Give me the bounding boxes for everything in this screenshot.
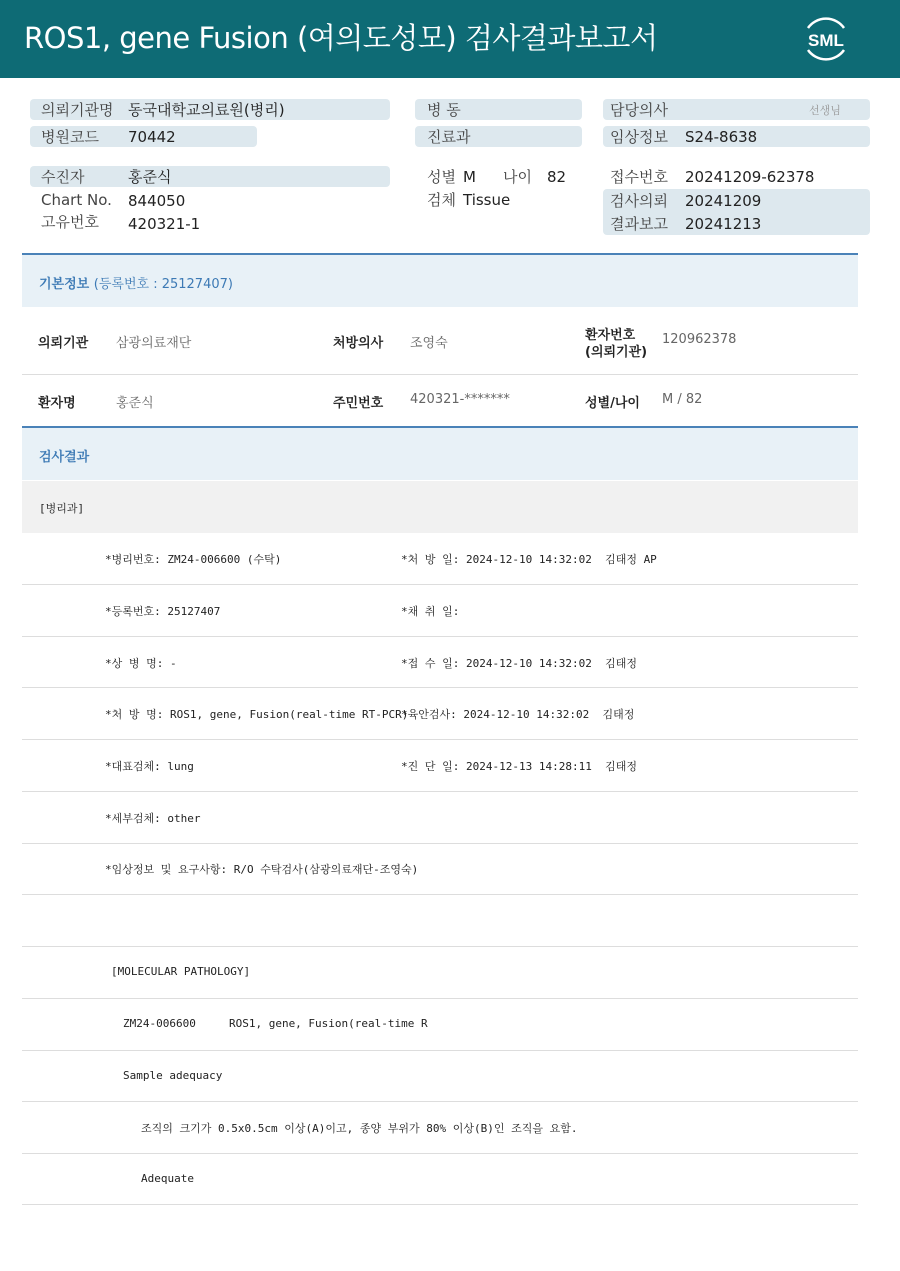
rrn-value: 420321-******* (410, 392, 510, 407)
representative-specimen: *대표검체: lung (105, 760, 194, 773)
requesting-org-label: 의뢰기관명 (41, 101, 114, 119)
molecular-pathology-header: [MOLECULAR PATHOLOGY] (111, 965, 251, 978)
age-value: 82 (547, 168, 567, 186)
divider (22, 584, 858, 585)
collection-date: *채 취 일: (401, 605, 460, 618)
ward-label: 병 동 (427, 101, 461, 119)
prescription-date: *처 방 일: 2024-12-10 14:32:02 김태정 AP (401, 553, 657, 566)
sml-logo (798, 12, 854, 66)
divider (22, 374, 858, 375)
age-label: 나이 (503, 168, 532, 186)
request-label: 검사의뢰 (610, 192, 668, 210)
basic-info-reg: (등록번호 : 25127407) (93, 277, 233, 292)
divider (22, 843, 858, 844)
divider (22, 1050, 858, 1051)
hospital-code-value: 70442 (128, 128, 176, 146)
clinical-value: S24-8638 (685, 128, 758, 146)
registration-number: *등록번호: 25127407 (105, 605, 221, 618)
diagnosis-date: *진 단 일: 2024-12-13 14:28:11 김태정 (401, 760, 637, 773)
name-value: 홍준식 (116, 396, 154, 411)
report-value: 20241213 (685, 215, 762, 233)
presc-label: 처방의사 (333, 336, 384, 351)
receipt-value: 20241209-62378 (685, 168, 815, 186)
chart-label: Chart No. (41, 191, 112, 209)
rrn-label: 주민번호 (333, 396, 384, 411)
doctor-suffix: 선생님 (809, 104, 841, 117)
org-label: 의뢰기관 (38, 336, 89, 351)
requesting-org-value: 동국대학교의료원(병리) (128, 101, 285, 119)
specimen-value: Tissue (463, 191, 511, 209)
org-value: 삼광의료재단 (116, 336, 192, 351)
divider (22, 739, 858, 740)
detail-specimen: *세부검체: other (105, 812, 201, 825)
clinical-info-requests: *임상정보 및 요구사항: R/O 수탁검사(삼광의료재단-조영숙) (105, 863, 419, 876)
pno-value: 120962378 (662, 332, 737, 347)
order-name: *처 방 명: ROS1, gene, Fusion(real-time RT-PCR) (105, 708, 409, 721)
divider (22, 1101, 858, 1102)
report-title: ROS1, gene Fusion (여의도성모) 검사결과보고서 (24, 21, 658, 55)
request-value: 20241209 (685, 192, 762, 210)
report-label: 결과보고 (610, 215, 668, 233)
dept-band (22, 481, 858, 533)
chart-value: 844050 (128, 192, 186, 210)
clinical-label: 임상정보 (610, 128, 668, 146)
adequacy-result: Adequate (141, 1172, 194, 1185)
pno-label-1: 환자번호 (585, 328, 636, 343)
adequacy-criteria: 조직의 크기가 0.5x0.5cm 이상(A)이고, 종양 부위가 80% 이상(B)인 조직을 요함. (141, 1122, 578, 1135)
report-header (0, 0, 900, 78)
hospital-code-label: 병원코드 (41, 128, 99, 146)
divider (22, 636, 858, 637)
department-label: 진료과 (427, 128, 471, 146)
dept-label: [병리과] (39, 502, 85, 515)
sample-adequacy-label: Sample adequacy (123, 1069, 223, 1082)
logo-text: SML (808, 31, 844, 50)
divider (22, 998, 858, 999)
molecular-order-line: ZM24-006600 ROS1, gene, Fusion(real-time R (123, 1017, 428, 1030)
presc-value: 조영숙 (410, 336, 448, 351)
results-title: 검사결과 (39, 450, 90, 465)
sexage-value: M / 82 (662, 392, 703, 407)
patient-label: 수진자 (41, 168, 85, 186)
results-band (22, 426, 858, 480)
sex-label: 성별 (427, 168, 456, 186)
unique-label: 고유번호 (41, 213, 99, 231)
patient-value: 홍준식 (128, 168, 172, 186)
name-label: 환자명 (38, 396, 76, 411)
divider (22, 687, 858, 688)
basic-info-title (39, 273, 233, 292)
divider (22, 946, 858, 947)
divider (22, 1153, 858, 1154)
pno-label-2: (의뢰기관) (585, 345, 648, 360)
pathology-number: *병리번호: ZM24-006600 (수탁) (105, 553, 282, 566)
divider (22, 791, 858, 792)
basic-info-band (22, 253, 858, 307)
divider (22, 894, 858, 895)
sex-value: M (463, 168, 476, 186)
doctor-label: 담당의사 (610, 101, 668, 119)
receipt-label: 접수번호 (610, 168, 668, 186)
basic-info-heading: 기본정보 (39, 277, 90, 292)
receipt-date: *접 수 일: 2024-12-10 14:32:02 김태정 (401, 657, 637, 670)
specimen-label: 검체 (427, 191, 456, 209)
divider (22, 1204, 858, 1205)
sexage-label: 성별/나이 (585, 396, 640, 411)
diagnosis-name: *상 병 명: - (105, 657, 177, 670)
unique-value: 420321-1 (128, 215, 201, 233)
gross-exam-date: *육안검사: 2024-12-10 14:32:02 김태정 (401, 708, 635, 721)
